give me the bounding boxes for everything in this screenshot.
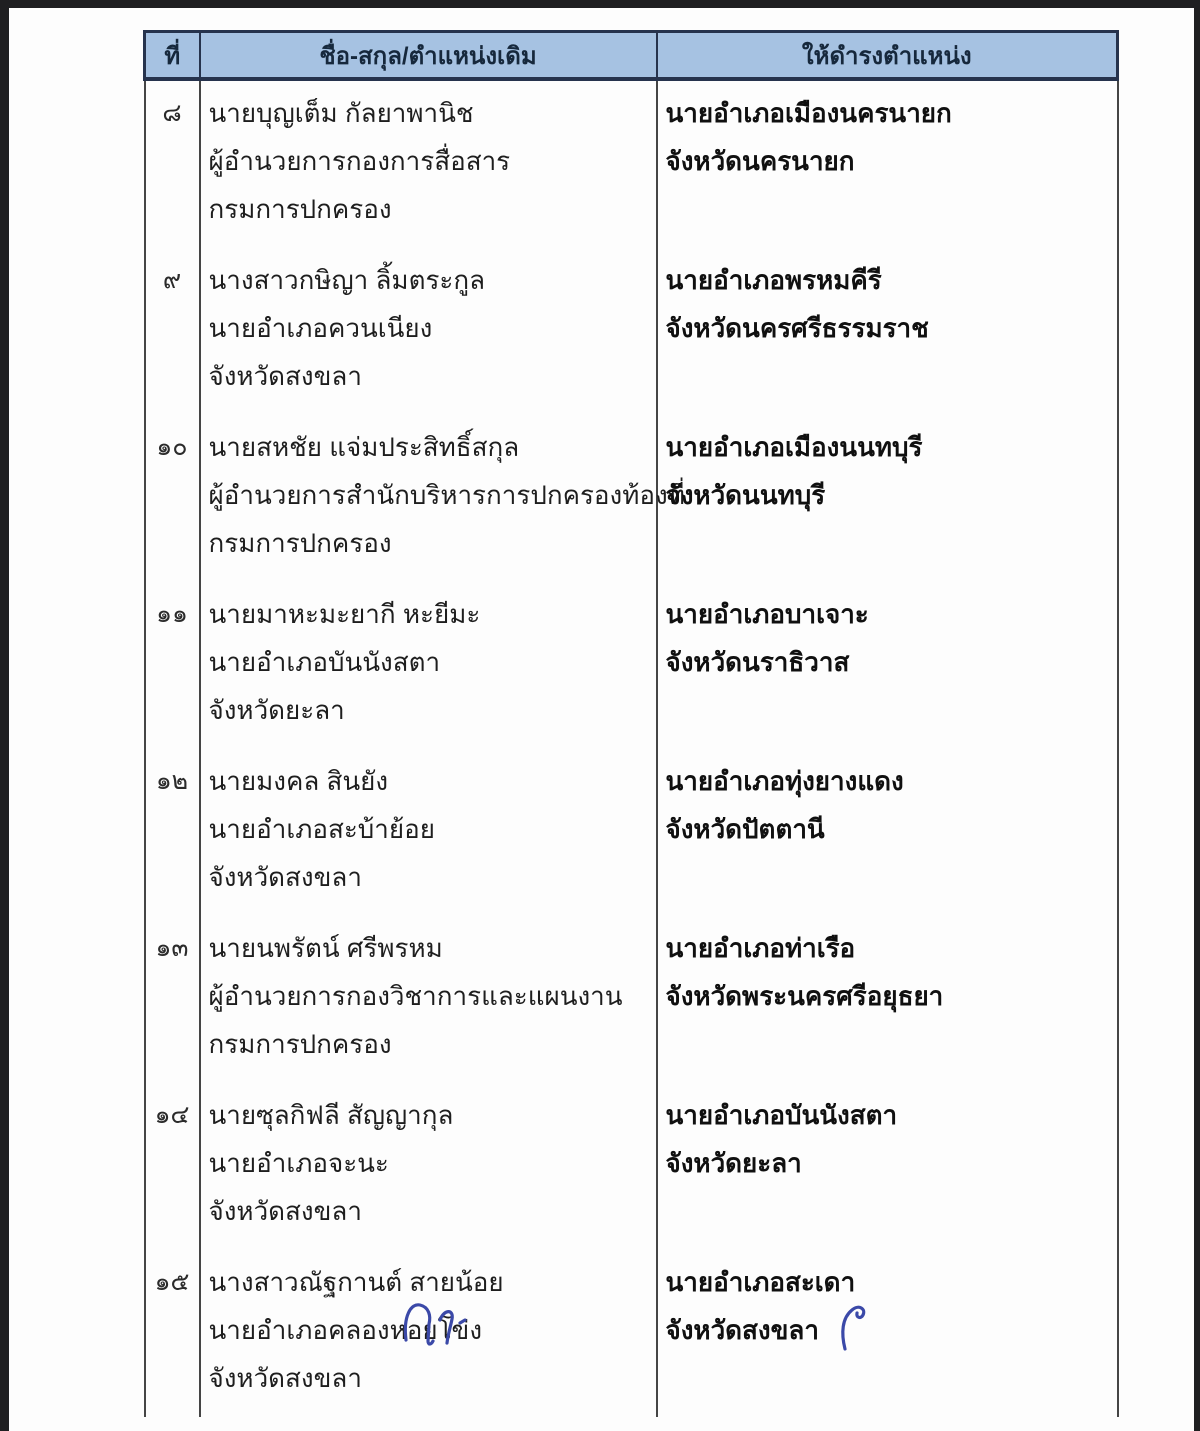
new-position-cell — [657, 248, 1118, 415]
row-number: ๑๕ — [145, 1250, 200, 1417]
text-line: จังหวัดสงขลา — [665, 1315, 819, 1345]
scan-edge-right — [1194, 0, 1200, 1431]
former-position-cell — [200, 582, 657, 749]
text-line: ผู้อำนวยการกองการสื่อสาร — [208, 146, 511, 176]
text-line: นายอำเภอท่าเรือ — [665, 933, 856, 963]
table-row — [145, 415, 1118, 582]
text-line: นายนพรัตน์ ศรีพรหม — [208, 933, 443, 963]
text-line: นายมาหะมะยากี หะยีมะ — [208, 599, 481, 629]
table-header-row — [145, 32, 1118, 80]
former-position-cell — [200, 916, 657, 1083]
text-line: จังหวัดนครนายก — [665, 146, 855, 176]
text-line: จังหวัดยะลา — [665, 1148, 802, 1178]
text-line: นายอำเภอบันนังสตา — [665, 1100, 898, 1130]
text-line: นายอำเภอทุ่งยางแดง — [665, 766, 904, 796]
text-line: จังหวัดสงขลา — [208, 1363, 362, 1393]
text-line: ผู้อำนวยการสำนักบริหารการปกครองท้องที่ — [208, 480, 685, 510]
table-row — [145, 248, 1118, 415]
row-number: ๑๓ — [145, 916, 200, 1083]
text-line: นายสหชัย แจ่มประสิทธิ์สกุล — [208, 432, 520, 462]
text-line: จังหวัดสงขลา — [208, 1196, 362, 1226]
former-position-cell — [200, 415, 685, 582]
text-line: จังหวัดสงขลา — [208, 361, 362, 391]
scan-edge-top — [0, 0, 1200, 8]
text-line: จังหวัดนนทบุรี — [665, 480, 826, 510]
former-position-cell — [200, 1083, 657, 1250]
table-row — [145, 79, 1118, 248]
row-number: ๑๒ — [145, 749, 200, 916]
scan-edge-left — [0, 0, 9, 1431]
text-line: จังหวัดยะลา — [208, 695, 345, 725]
text-line: จังหวัดนครศรีธรรมราช — [665, 313, 929, 343]
new-position-cell — [657, 1083, 1118, 1250]
table-row — [145, 916, 1118, 1083]
text-line: จังหวัดปัตตานี — [665, 814, 825, 844]
text-line: จังหวัดพระนครศรีอยุธยา — [665, 981, 944, 1011]
new-position-cell — [657, 79, 1118, 248]
former-position-cell — [200, 1250, 657, 1417]
text-line: นายอำเภอเมืองนนทบุรี — [665, 432, 923, 462]
new-position-cell — [657, 749, 1118, 916]
row-number: ๑๔ — [145, 1083, 200, 1250]
text-line: นายอำเภอพรหมคีรี — [665, 265, 882, 295]
table-row — [145, 1083, 1118, 1250]
text-line: นางสาวกษิญา ลิ้มตระกูล — [208, 265, 486, 295]
text-line: นายอำเภอบันนังสตา — [208, 647, 441, 677]
text-line: นายอำเภอควนเนียง — [208, 313, 433, 343]
new-position-cell — [657, 582, 1118, 749]
table-row — [145, 1250, 1118, 1417]
new-position-cell — [657, 1250, 1118, 1417]
table-row — [145, 749, 1118, 916]
text-line: นายซุลกิฟลี สัญญากุล — [208, 1100, 454, 1130]
row-number: ๑๑ — [145, 582, 200, 749]
text-line: นายมงคล สินยัง — [208, 766, 389, 796]
row-number: ๙ — [145, 248, 200, 415]
text-line: นายอำเภอจะนะ — [208, 1148, 389, 1178]
text-line: นายอำเภอสะเดา — [665, 1267, 856, 1297]
table-row — [145, 582, 1118, 749]
text-line: จังหวัดสงขลา — [208, 862, 362, 892]
text-line: กรมการปกครอง — [208, 528, 392, 558]
text-line: นายอำเภอคลองหอยโข่ง — [208, 1315, 483, 1345]
text-line: นางสาวณัฐกานต์ สายน้อย — [208, 1267, 504, 1297]
text-line: นายอำเภอเมืองนครนายก — [665, 98, 952, 128]
appointments-table — [143, 30, 1119, 1417]
former-position-cell — [200, 749, 657, 916]
text-line: นายอำเภอบาเจาะ — [665, 599, 869, 629]
new-position-cell — [657, 415, 1118, 582]
text-line: นายบุญเต็ม กัลยาพานิช — [208, 98, 474, 128]
text-line: จังหวัดนราธิวาส — [665, 647, 850, 677]
text-line: นายอำเภอสะบ้าย้อย — [208, 814, 435, 844]
new-position-cell — [657, 916, 1118, 1083]
header-col-new-position: ให้ดำรงตำแหน่ง — [657, 32, 1118, 80]
row-number: ๘ — [145, 79, 200, 248]
header-col-number: ที่ — [145, 32, 200, 80]
text-line: กรมการปกครอง — [208, 194, 392, 224]
header-col-former-position: ชื่อ-สกุล/ตำแหน่งเดิม — [200, 32, 657, 80]
row-number: ๑๐ — [145, 415, 200, 582]
text-line: กรมการปกครอง — [208, 1029, 392, 1059]
former-position-cell — [200, 248, 657, 415]
former-position-cell — [200, 79, 657, 248]
text-line: ผู้อำนวยการกองวิชาการและแผนงาน — [208, 981, 623, 1011]
